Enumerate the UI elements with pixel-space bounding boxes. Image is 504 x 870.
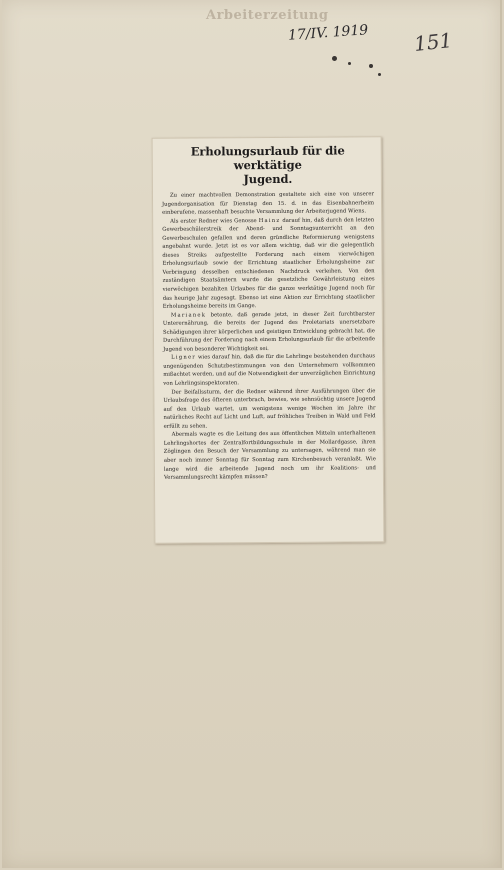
archive-sheet	[2, 0, 502, 868]
paragraph-text: darauf hin, daß durch den letzten Gewerbeschülerstreik der Abend- und Sonntagsunterricht an den Gewerbeschulen gefallen und deren gründliche Reformierung wenigstens angebahnt wurde. Jetzt ist es vor allem wichtig, daß wir die gelegentlich dieses Streiks aufgestellte Forderung nach einem vierwöchigen Erholungsurlaub sowie der Errichtung staatlicher Erholungsheime zur Verbringung desselben entschiedenen Nachdruck verleihen. Von den zuständigen Staatsämtern wurde die gesetzliche Gewährleistung eines vierwöchigen bezahlten Urlaubes für die ganze werktätige Jugend noch für das heurige Jahr zugesagt. Ebenso ist eine Aktion zur Errichtung staatlicher Erholungsheime bereits im Gange.	[162, 216, 375, 310]
speaker-name: Marianek	[170, 312, 207, 319]
ink-spot	[369, 64, 373, 68]
paragraph-text: wies darauf hin, daß die für die Lehrlinge bestehenden durchaus ungenügenden Schutzbestimmungen von den Unternehmern vollkommen mißachtet werden, und auf die Notwendigkeit der unverzüglichen Einrichtung von Lehrlingsinspektoraten.	[163, 353, 376, 387]
paragraph-text: betonte, daß gerade jetzt, in dieser Zeit furchtbarster Unterernährung, die bereits der Jugend des Proletariats unersetzbare Schädigungen ihrer körperlichen und geistigen Entwicklung gebracht hat, die Durchführung der Forderung nach einem Erholungsurlaub für die arbeitende Jugend von besonderer Wichtigkeit sei.	[162, 310, 376, 353]
article-paragraph-3	[163, 310, 375, 354]
headline-line-1: Erholungsurlaub für die werktätige	[190, 143, 345, 173]
article-paragraph-4	[163, 353, 375, 389]
article-headline	[162, 143, 374, 186]
headline-line-2: Jugend.	[243, 171, 293, 187]
paragraph-text: Abermals wagte es die Leitung des aus öffentlichen Mitteln unterhaltenen Lehrlingshortes der Zentralfortbildungsschule in der Mollardgasse, ihren Zöglingen den Besuch der Versammlung zu untersagen, während man sie aber noch immer Sonntag für Sonntag zum Kirchenbesuch veranlaßt. Wie lange wird die arbeitende Jugend noch um ihr Koalitions- und Versammlungsrecht kämpfen müssen?	[163, 430, 376, 481]
archive-number: 151	[412, 28, 454, 56]
ink-spot	[348, 62, 351, 65]
article-paragraph-2	[162, 216, 375, 311]
handwritten-date: 17/IV. 1919	[287, 22, 369, 44]
paragraph-text: Der Beifallssturm, der die Redner während ihrer Ausführungen über die Urlaubsfrage des öfteren unterbrach, bewies, wie sehnsüchtig unsere Jugend auf den Urlaub wartet, um wenigstens wenige Wochen im Jahre ihr natürliches Recht auf Licht und Luft, auf fröhliches Treiben in Wald und Feld erfüllt zu sehen.	[163, 387, 376, 430]
paragraph-text: Zu einer machtvollen Demonstration gestaltete sich eine von unserer Jugendorganisation für Dienstag den 15. d. in das Eisenbahnerheim einberufene, massenhaft besuchte Versammlung der Arbeiterjugend Wiens.	[162, 191, 375, 216]
newspaper-name-stamp: Arbeiterzeitung	[206, 8, 329, 23]
article-paragraph-6	[164, 430, 376, 483]
newspaper-clipping	[152, 136, 385, 544]
paragraph-text: Als erster Redner wies Genosse	[170, 217, 257, 225]
ink-spot	[378, 73, 381, 76]
speaker-name: Hainz	[258, 217, 281, 224]
article-paragraph-1	[162, 190, 374, 217]
speaker-name: Ligner	[171, 354, 197, 362]
ink-spot	[332, 56, 337, 61]
article-paragraph-5	[163, 387, 375, 431]
